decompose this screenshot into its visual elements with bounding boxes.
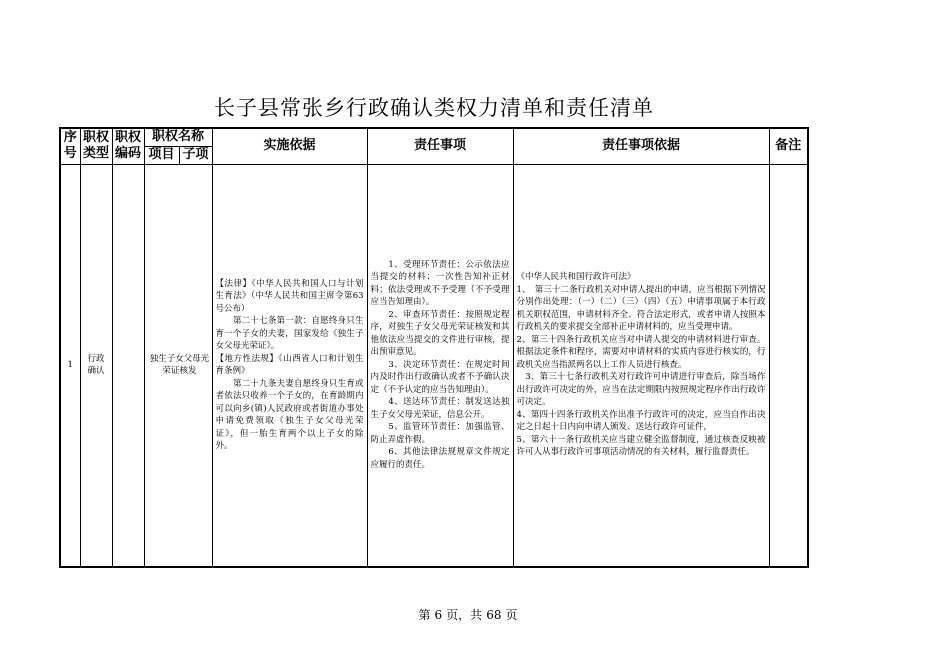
cell-basis xyxy=(212,164,367,567)
cell-code xyxy=(112,164,144,567)
header-type: 职权类型 xyxy=(80,128,112,164)
footer-suffix: 页 xyxy=(505,608,518,622)
header-basis: 实施依据 xyxy=(212,128,367,164)
cell-duty-basis xyxy=(513,164,769,567)
footer-page-number: 6 xyxy=(434,608,443,622)
duty-line: 5、监管环节责任：加强监管、防止弄虚作假。 xyxy=(370,422,510,445)
duty-basis-line: 《中华人民共和国行政许可法》 xyxy=(516,272,636,283)
duty-basis-line: 2、第三十四条行政机关应当对申请人提交的申请材料进行审查。根据法定条件和程序，需要对申请材料的实质内容进行核实的，行政机关应当指派两名以上工作人员进行核查。 xyxy=(516,334,766,370)
table-row xyxy=(60,164,808,567)
basis-line: 【地方性法规】《山西省人口和计划生育条例》 xyxy=(215,353,364,376)
header-remark: 备注 xyxy=(769,128,808,164)
duty-basis-line: 3、第三十七条行政机关对行政许可申请进行审查后，除当场作出行政许可决定的外，应当在法定期限内按照规定程序作出行政许可决定。 xyxy=(516,372,766,408)
basis-line: 第二十九条夫妻自愿终身只生育或者依法只收养一个子女的，在育龄期内可以向乡(镇)人民政府或者街道办事处申请免费领取《独生子女父母光荣证》，但一胎生育两个以上子女的除外。 xyxy=(215,378,364,451)
header-item: 项目 xyxy=(144,146,179,164)
cell-remark xyxy=(769,164,808,567)
duty-line: 3、决定环节责任：在规定时间内及时作出行政确认或者不予确认决定（不予认定的应当告知理由）。 xyxy=(370,359,510,395)
duty-line: 1、受理环节责任：公示依法应当提交的材料；一次性告知补正材料；依法受理或不予受理（不予受理应当告知理由）。 xyxy=(370,259,510,308)
basis-line: 第二十七条第一款：自愿终身只生育一个子女的夫妻，国家发给《独生子女父母光荣证》。 xyxy=(215,316,364,351)
page-footer xyxy=(0,606,936,623)
duty-basis-line: 4、第四十四条行政机关作出准予行政许可的决定，应当自作出决定之日起十日内向申请人颁发、送达行政许可证件， xyxy=(516,409,766,433)
header-name: 职权名称 xyxy=(144,128,212,146)
basis-line: 【法律】《中华人民共和国人口与计划生育法》（中华人民共和国主席令第63号公布） xyxy=(215,278,364,314)
cell-item-text: 独生子女父母光荣证核发 xyxy=(149,353,210,376)
header-seq: 序号 xyxy=(60,128,80,164)
duty-line: 4、送达环节责任：制发送达独生子女父母光荣证，信息公开。 xyxy=(370,397,510,420)
header-duty-basis: 责任事项依据 xyxy=(513,128,769,164)
footer-total-pages: 68 xyxy=(486,608,502,622)
duty-line: 6、其他法律法规规章文件规定应履行的责任。 xyxy=(370,447,510,470)
footer-mid: 页，共 xyxy=(446,608,483,622)
header-subitem: 子项 xyxy=(179,146,212,164)
header-duty: 责任事项 xyxy=(367,128,513,164)
duty-basis-line: 1、 第三十二条行政机关对申请人提出的申请，应当根据下列情况分别作出处理：（一）（二）（三）（四）（五）申请事项属于本行政机关职权范围，申请材料齐全、符合法定形式，或者申请人按照本行政机关的要求提交全部补正申请材料的，应当受理申请。 xyxy=(516,284,766,333)
cell-seq: 1 xyxy=(60,164,80,567)
page-title: 长子县常张乡行政确认类权力清单和责任清单 xyxy=(214,96,654,120)
power-list-table xyxy=(59,127,809,568)
cell-duty xyxy=(367,164,513,567)
cell-type: 行政确认 xyxy=(80,164,112,567)
duty-basis-line: 5、第六十一条行政机关应当建立健全监督制度，通过核查反映被许可人从事行政许可事项活动情况的有关材料，履行监督责任。 xyxy=(516,434,766,458)
cell-item xyxy=(144,164,212,567)
footer-prefix: 第 xyxy=(418,608,431,622)
header-code: 职权编码 xyxy=(112,128,144,164)
duty-line: 2、审查环节责任：按照规定程序，对独生子女父母光荣证核发和其他依法应当提交的文件进行审核，提出预审意见。 xyxy=(370,309,510,358)
